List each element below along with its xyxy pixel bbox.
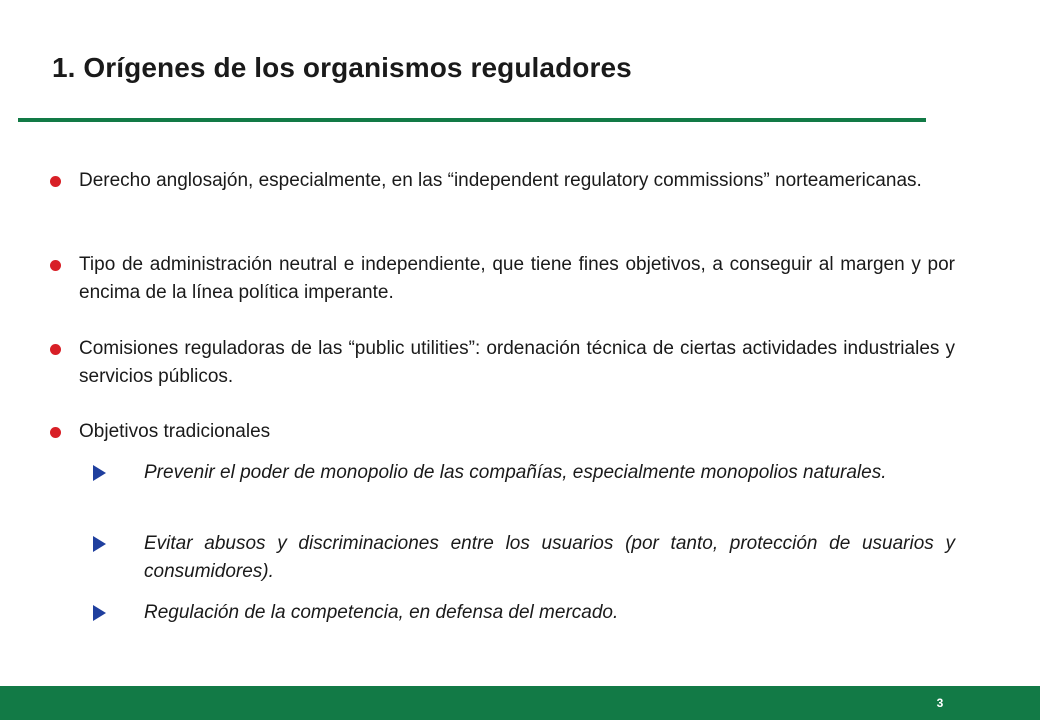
bullet-item [50,167,955,195]
bullet-item [50,418,955,446]
title-divider [18,118,926,122]
red-dot-icon [50,176,61,187]
blue-arrow-icon [93,465,106,481]
sub-bullet-text: Regulación de la competencia, en defensa del mercado. [144,602,619,623]
slide-title: 1. Orígenes de los organismos reguladores [52,52,632,83]
bullet-item [50,251,955,307]
red-dot-icon [50,427,61,438]
blue-arrow-icon [93,605,106,621]
bullet-text: Comisiones reguladoras de las “public utilities”: ordenación técnica de ciertas actividades industriales y servicios públicos. [79,338,955,387]
red-dot-icon [50,344,61,355]
sub-bullet-text: Prevenir el poder de monopolio de las compañías, especialmente monopolios naturales. [144,462,887,483]
bullet-item [50,335,955,391]
sub-bullet-item [93,459,955,487]
bullet-text: Objetivos tradicionales [79,421,271,442]
bullet-text: Tipo de administración neutral e independiente, que tiene fines objetivos, a conseguir al margen y por encima de la línea política imperante. [79,254,955,303]
page-number: 3 [936,696,944,710]
sub-bullet-item [93,530,955,586]
bullet-text: Derecho anglosajón, especialmente, en las “independent regulatory commissions” norteamericanas. [79,170,922,191]
sub-bullet-item [93,599,955,627]
red-dot-icon [50,260,61,271]
blue-arrow-icon [93,536,106,552]
footer-bar [0,686,1040,720]
sub-bullet-text: Evitar abusos y discriminaciones entre los usuarios (por tanto, protección de usuarios y consumidores). [144,533,955,582]
